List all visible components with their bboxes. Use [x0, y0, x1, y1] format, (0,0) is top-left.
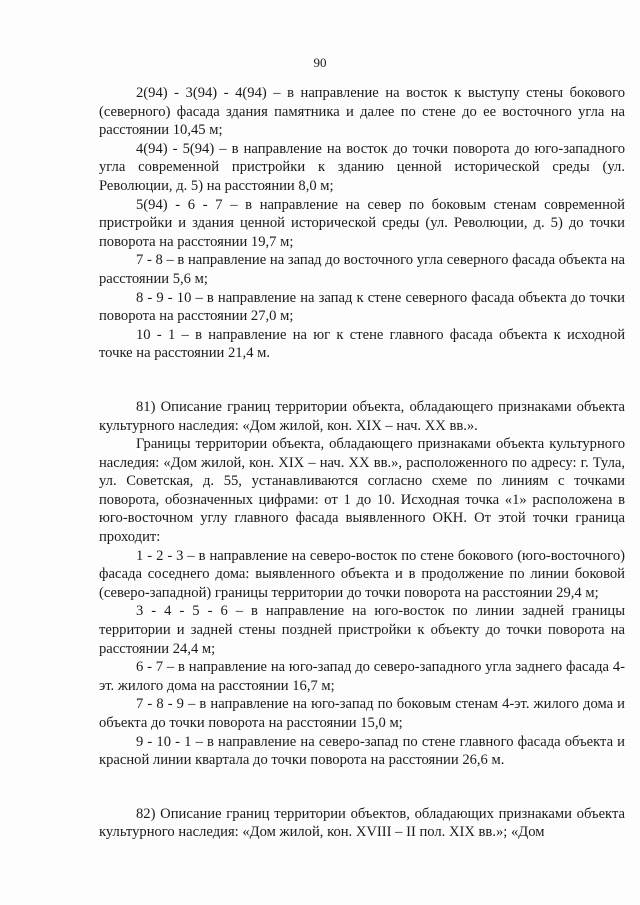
section-81-item-1: 1 - 2 - 3 – в направление на северо-восток по стене бокового (юго-восточного) фасада соседнего дома: выявленного объекта и в продолжение по линии боковой (северо-западной) границы территории до точки поворота на расстоянии 29,4 м;: [99, 547, 625, 601]
section-82-heading: 82) Описание границ территории объектов, обладающих признаками объекта культурного наследия: «Дом жилой, кон. XVIII – II пол. XIX вв.»; «Дом: [99, 805, 625, 841]
paragraph-8-9-10: 8 - 9 - 10 – в направление на запад к стене северного фасада объекта до точки поворота на расстоянии 27,0 м;: [99, 289, 625, 325]
section-81-heading: 81) Описание границ территории объекта, обладающего признаками объекта культурного наследия: «Дом жилой, кон. XIX – нач. XX вв.».: [99, 398, 625, 434]
paragraph-7-8: 7 - 8 – в направление на запад до восточного угла северного фасада объекта на расстоянии 5,6 м;: [99, 252, 625, 287]
section-gap: [99, 770, 625, 805]
paragraph-5-6-7: 5(94) - 6 - 7 – в направление на север по боковым стенам современной пристройки и здания ценной исторической среды (ул. Революции, д. 5) до точки поворота на расстоянии 19,7 м;: [99, 196, 625, 250]
section-81-item-3: 6 - 7 – в направление на юго-запад до северо-западного угла заднего фасада 4-эт. жилого дома на расстоянии 16,7 м;: [99, 659, 625, 694]
section-81-intro: Границы территории объекта, обладающего признаками объекта культурного наследия: «Дом жилой, кон. XIX – нач. XX вв.», расположенного по адресу: г. Тула, ул. Советская, д. 55, устанавливаются согласно схеме по линиям с точками поворота, обозначенных цифрами: от 1 до 10. Исходная точка «1» расположена в юго-восточном углу главного фасада выявленного ОКН. От этой точки граница проходит:: [99, 436, 625, 546]
paragraph-10-1: 10 - 1 – в направление на юг к стене главного фасада объекта к исходной точке на расстоянии 21,4 м.: [99, 326, 625, 362]
section-81-item-2: 3 - 4 - 5 - 6 – в направление на юго-восток по линии задней границы территории и задней стены поздней пристройки к объекту до точки поворота на расстоянии 24,4 м;: [99, 603, 625, 657]
page-content: [99, 84, 625, 842]
paragraph-2-3-4: 2(94) - 3(94) - 4(94) – в направление на восток к выступу стены бокового (северного) фасада здания памятника и далее по стене до ее восточного угла на расстоянии 10,45 м;: [99, 85, 625, 139]
paragraph-4-5: 4(94) - 5(94) – в направление на восток до точки поворота до юго-западного угла современной пристройки к зданию ценной исторической среды (ул. Революции, д. 5) на расстоянии 8,0 м;: [99, 140, 625, 194]
section-81-item-4: 7 - 8 - 9 – в направление на юго-запад по боковым стенам 4-эт. жилого дома и объекта до точки поворота на расстоянии 15,0 м;: [99, 696, 625, 731]
section-81-item-5: 9 - 10 - 1 – в направление на северо-запад по стене главного фасада объекта и красной линии квартала до точки поворота на расстоянии 26,6 м.: [99, 733, 625, 769]
page-number: 90: [313, 55, 327, 70]
section-gap: [99, 363, 625, 398]
